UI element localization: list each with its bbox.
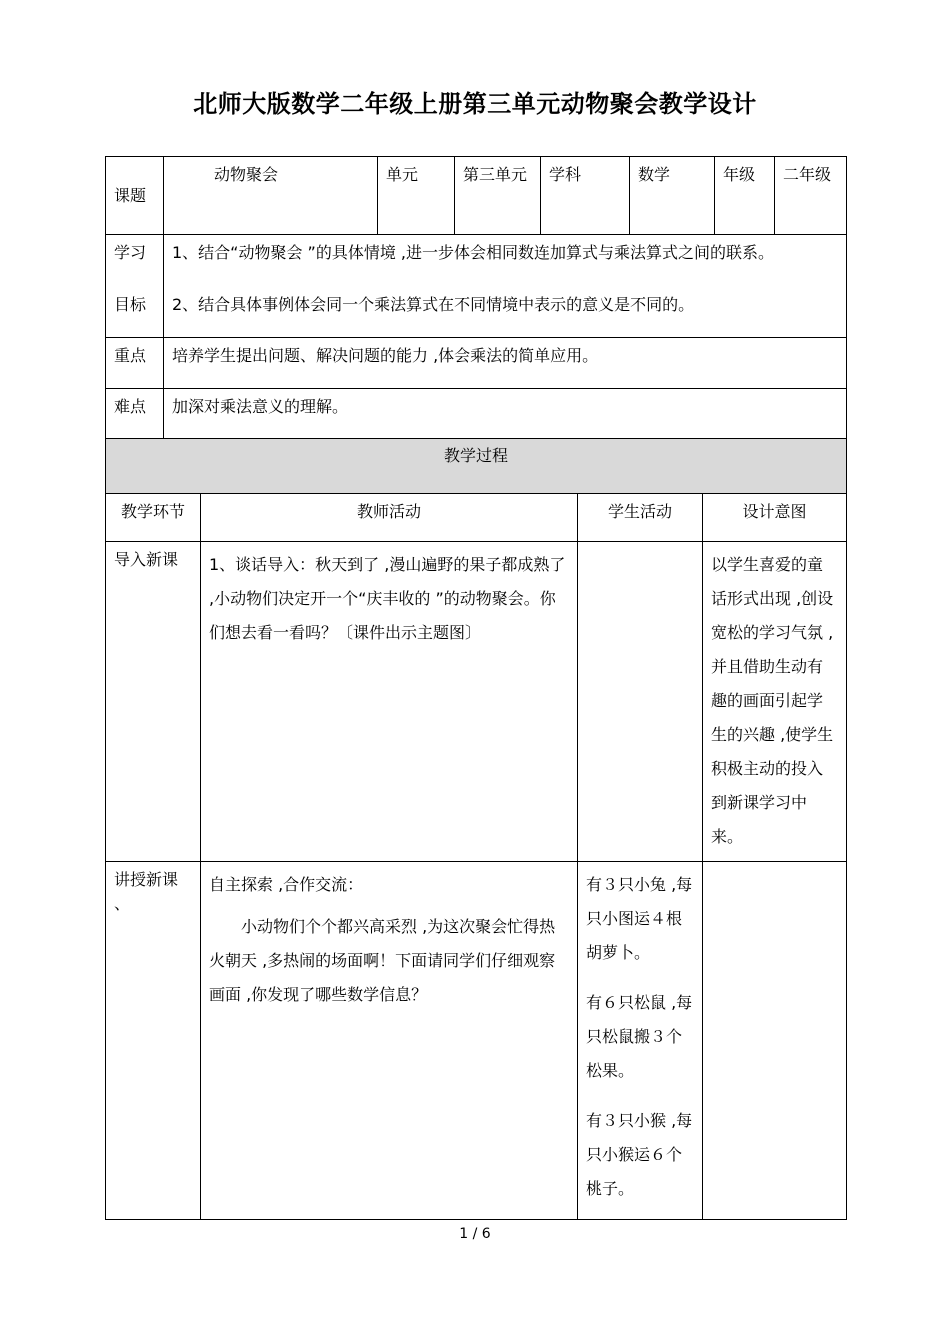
teacher-paragraph: 小动物们个个都兴高采烈 ,为这次聚会忙得热火朝天 ,多热闹的场面啊！下面请同学们仔细观察画面 ,你发现了哪些数学信息？: [209, 917, 556, 1004]
process-table: [105, 438, 847, 1220]
page-title: 北师大版数学二年级上册第三单元动物聚会教学设计: [193, 90, 757, 118]
process-heading-row: [106, 439, 847, 494]
objectives-label: [106, 235, 164, 338]
difficulty-label: 难点: [106, 389, 164, 440]
col-header-student: 学生活动: [578, 494, 703, 542]
intent-cell: 以学生喜爱的童话形式出现 ,创设宽松的学习气氛 ,并且借助生动有趣的画面引起学生的兴趣 ,使学生积极主动的投入到新课学习中来。: [703, 542, 847, 862]
col-header-teacher: 教师活动: [201, 494, 578, 542]
difficulty-text: 加深对乘法意义的理解。: [164, 389, 847, 440]
page-number: 1 / 6: [459, 1226, 491, 1242]
key-point-label: 重点: [106, 338, 164, 389]
objectives-label-2: 目标: [114, 295, 147, 314]
unit-value: 第三单元: [455, 157, 541, 235]
table-row: [106, 862, 847, 1220]
teacher-paragraph: 自主探索 ,合作交流：: [209, 875, 364, 894]
intent-cell: [703, 862, 847, 1220]
grade-label: 年级: [715, 157, 775, 235]
process-heading: 教学过程: [106, 439, 847, 494]
student-cell: [578, 542, 703, 862]
process-header-row: [106, 494, 847, 542]
col-header-stage: 教学环节: [106, 494, 201, 542]
info-table: [105, 156, 847, 440]
topic-value: 动物聚会: [164, 157, 378, 235]
objective-item: 1、结合“动物聚会 ”的具体情境 ,进一步体会相同数连加算式与乘法算式之间的联系。: [172, 243, 775, 262]
grade-value: 二年级: [775, 157, 847, 235]
student-paragraph: 有３只小猴 ,每只小猴运６个桃子。: [586, 1111, 693, 1198]
topic-label: 课题: [106, 157, 164, 235]
subject-label: 学科: [541, 157, 630, 235]
teacher-cell: [201, 862, 578, 1220]
subject-value: 数学: [630, 157, 715, 235]
student-paragraph: 有６只松鼠 ,每只松鼠搬３个松果。: [586, 993, 693, 1080]
info-row: [106, 157, 847, 235]
unit-label: 单元: [378, 157, 455, 235]
col-header-intent: 设计意图: [703, 494, 847, 542]
objectives-row: [106, 235, 847, 338]
key-point-row: [106, 338, 847, 389]
stage-cell: 讲授新课 、: [106, 862, 201, 1220]
student-cell: [578, 862, 703, 1220]
table-row: [106, 542, 847, 862]
objectives-content: [164, 235, 847, 338]
difficulty-row: [106, 389, 847, 440]
stage-cell: 导入新课: [106, 542, 201, 862]
objectives-label-1: 学习: [114, 243, 147, 262]
student-paragraph: 有３只小兔 ,每只小图运４根胡萝卜。: [586, 875, 693, 962]
objective-item: 2、结合具体事例体会同一个乘法算式在不同情境中表示的意义是不同的。: [172, 295, 695, 314]
key-point-text: 培养学生提出问题、解决问题的能力 ,体会乘法的简单应用。: [164, 338, 847, 389]
teacher-cell: 1、谈话导入：秋天到了 ,漫山遍野的果子都成熟了 ,小动物们决定开一个“庆丰收的 ”的动物聚会。你们想去看一看吗？〔课件出示主题图〕: [201, 542, 578, 862]
